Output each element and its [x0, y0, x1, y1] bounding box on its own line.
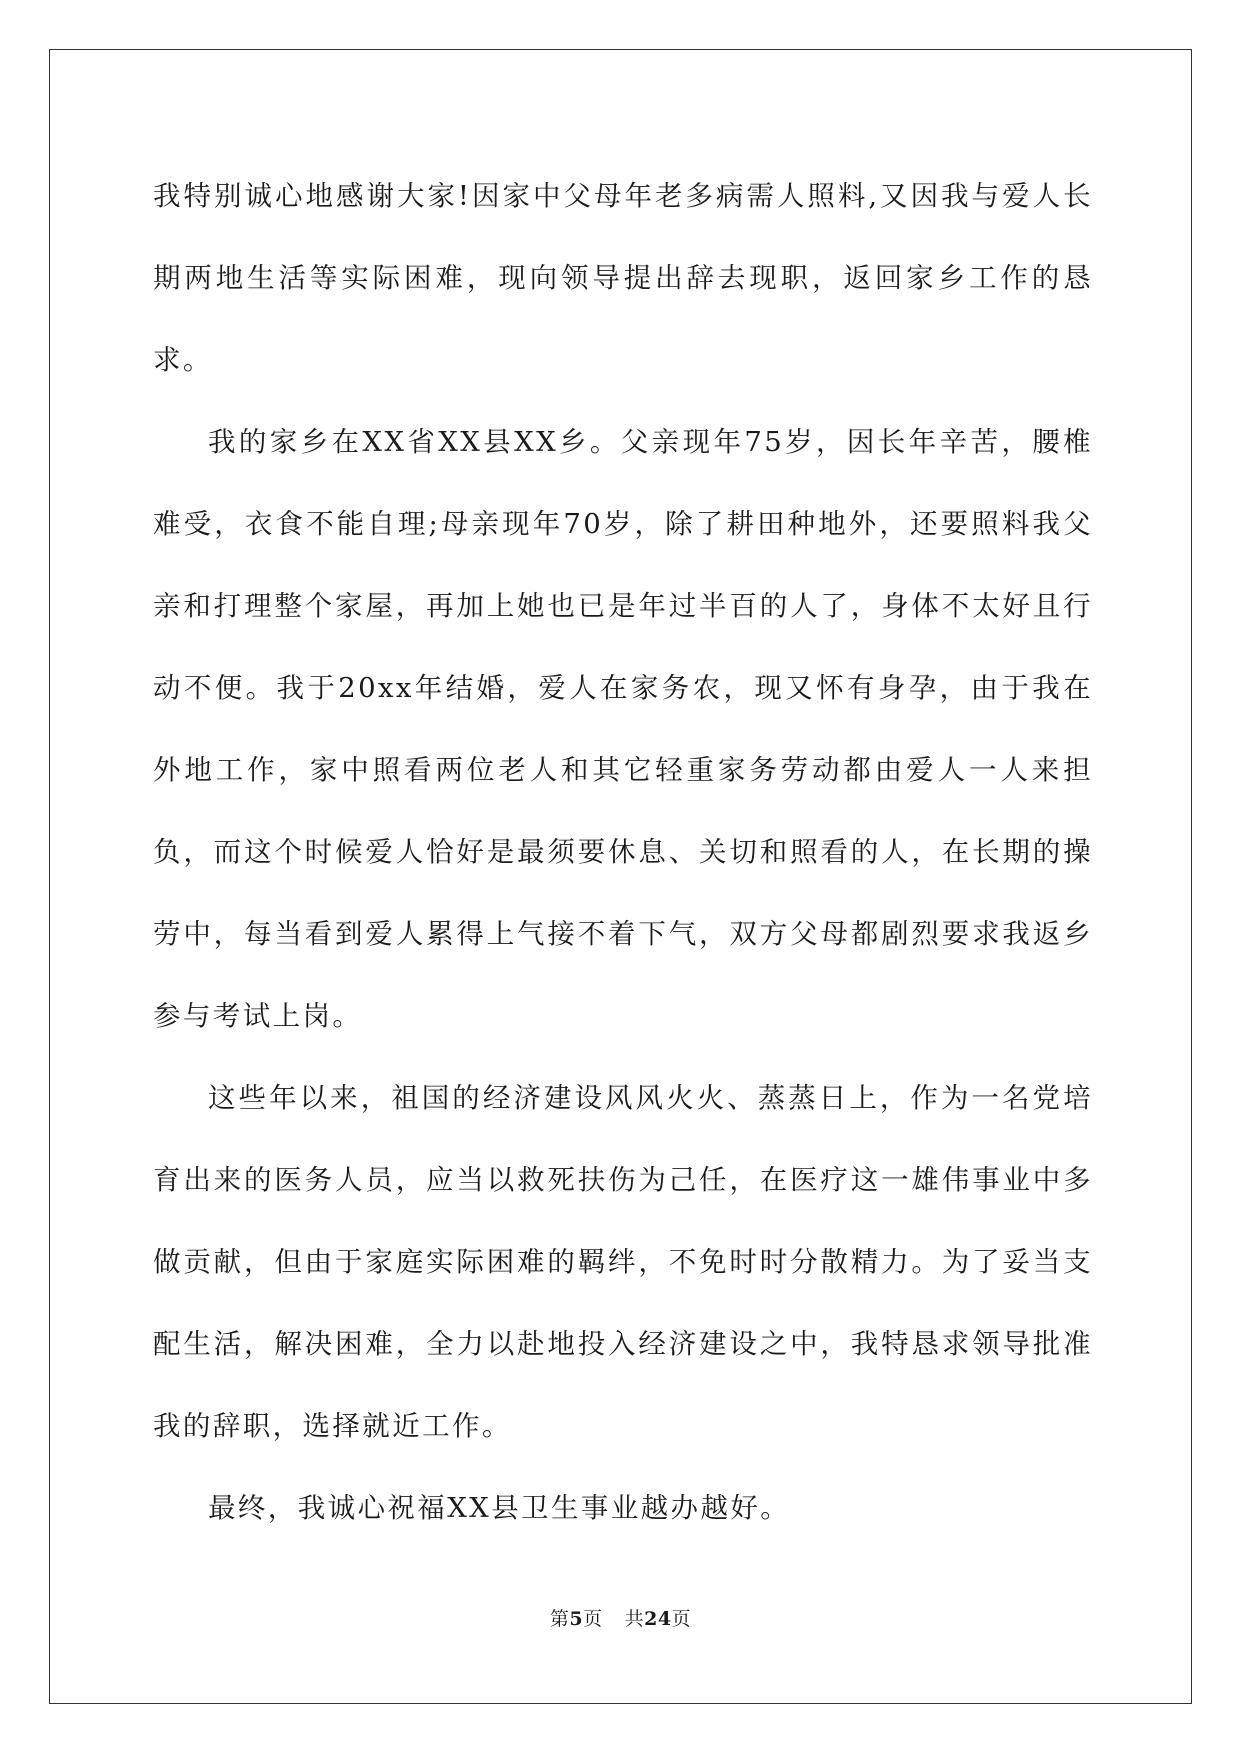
total-page-count: 24: [644, 1608, 672, 1630]
page-footer: [0, 1604, 1241, 1631]
current-page-number: 5: [569, 1608, 584, 1630]
paragraph-4: 最终，我诚心祝福XX县卫生事业越办越好。: [208, 1492, 791, 1524]
paragraph-3: 这些年以来，祖国的经济建设风风火火、蒸蒸日上，作为一名党培育出来的医务人员，应当以救死扶伤为己任，在医疗这一雄伟事业中多做贡献，但由于家庭实际困难的羁绊，不免时时分散精力。为了妥当支配生活，解决困难，全力以赴地投入经济建设之中，我特恳求领导批准我的辞职，选择就近工作。: [153, 1082, 1093, 1442]
paragraph-2: 我的家乡在XX省XX县XX乡。父亲现年75岁，因长年辛苦，腰椎难受，衣食不能自理;母亲现年70岁，除了耕田种地外，还要照料我父亲和打理整个家屋，再加上她也已是年过半百的人了，身体不太好且行动不便。我于20xx年结婚，爱人在家务农，现又怀有身孕，由于我在外地工作，家中照看两位老人和其它轻重家务劳动都由爱人一人来担负，而这个时候爱人恰好是最须要休息、关切和照看的人，在长期的操劳中，每当看到爱人累得上气接不着下气，双方父母都剧烈要求我返乡参与考试上岗。: [153, 426, 1093, 1032]
paragraph-1: 我特别诚心地感谢大家!因家中父母年老多病需人照料,又因我与爱人长期两地生活等实际困难，现向领导提出辞去现职，返回家乡工作的恳求。: [153, 180, 1093, 376]
document-body: [153, 155, 1093, 1549]
footer-total-prefix: 共: [624, 1608, 645, 1630]
footer-page-suffix: 页: [583, 1608, 603, 1630]
footer-prefix: 第: [549, 1608, 570, 1630]
footer-total-suffix: 页: [671, 1608, 692, 1630]
